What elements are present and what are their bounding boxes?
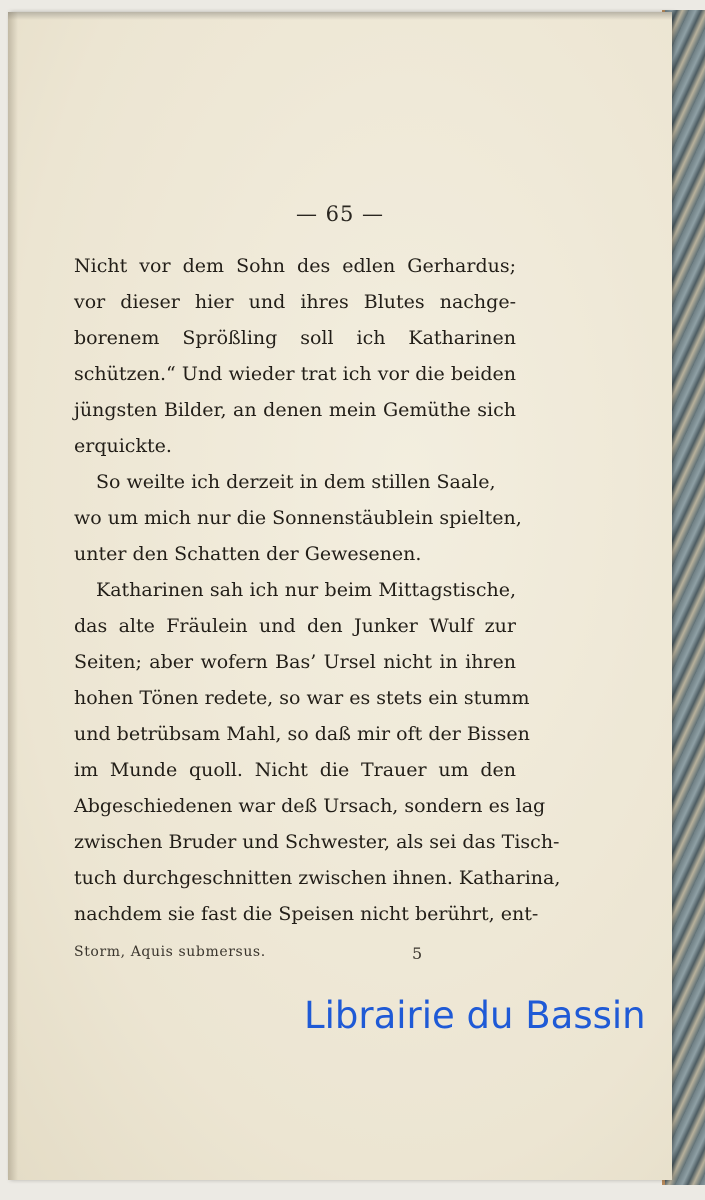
text-line: und betrübsam Mahl, so daß mir oft der Bissen [74, 723, 530, 745]
text-line: Abgeschiedenen war deß Ursach, sondern es lag [74, 795, 546, 817]
body-text [74, 248, 561, 932]
text-line: vor dieser hier und ihres Blutes nachge- [74, 291, 516, 313]
text-line: Katharinen sah ich nur beim Mittagstische, [96, 579, 516, 601]
seller-watermark: Librairie du Bassin [304, 994, 646, 1037]
text-line: hohen Tönen redete, so war es stets ein stumm [74, 687, 530, 709]
text-line: das alte Fräulein und den Junker Wulf zur [74, 615, 516, 637]
text-line: borenem Sprößling soll ich Katharinen [74, 327, 516, 349]
page-gutter-shadow [8, 12, 18, 1180]
text-line: zwischen Bruder und Schwester, als sei das Tisch- [74, 831, 560, 853]
text-line: unter den Schatten der Gewesenen. [74, 543, 422, 565]
text-line: Seiten; aber wofern Bas’ Ursel nicht in ihren [74, 651, 516, 673]
text-line: im Munde quoll. Nicht die Trauer um den [74, 759, 516, 781]
footer-sheet-number: 5 [412, 944, 423, 963]
text-line: jüngsten Bilder, an denen mein Gemüthe sich [74, 399, 516, 421]
text-line: Nicht vor dem Sohn des edlen Gerhardus; [74, 255, 516, 277]
text-line: schützen.“ Und wieder trat ich vor die beiden [74, 363, 516, 385]
page-top-shadow [8, 12, 672, 20]
page-number: — 65 — [295, 202, 385, 226]
text-line: So weilte ich derzeit in dem stillen Saale, [96, 471, 496, 493]
text-line: nachdem sie fast die Speisen nicht berührt, ent- [74, 903, 539, 925]
footer-signature: Storm, Aquis submersus. [74, 944, 266, 960]
text-line: wo um mich nur die Sonnenstäublein spielten, [74, 507, 522, 529]
text-line: erquickte. [74, 435, 172, 457]
text-line: tuch durchgeschnitten zwischen ihnen. Katharina, [74, 867, 561, 889]
